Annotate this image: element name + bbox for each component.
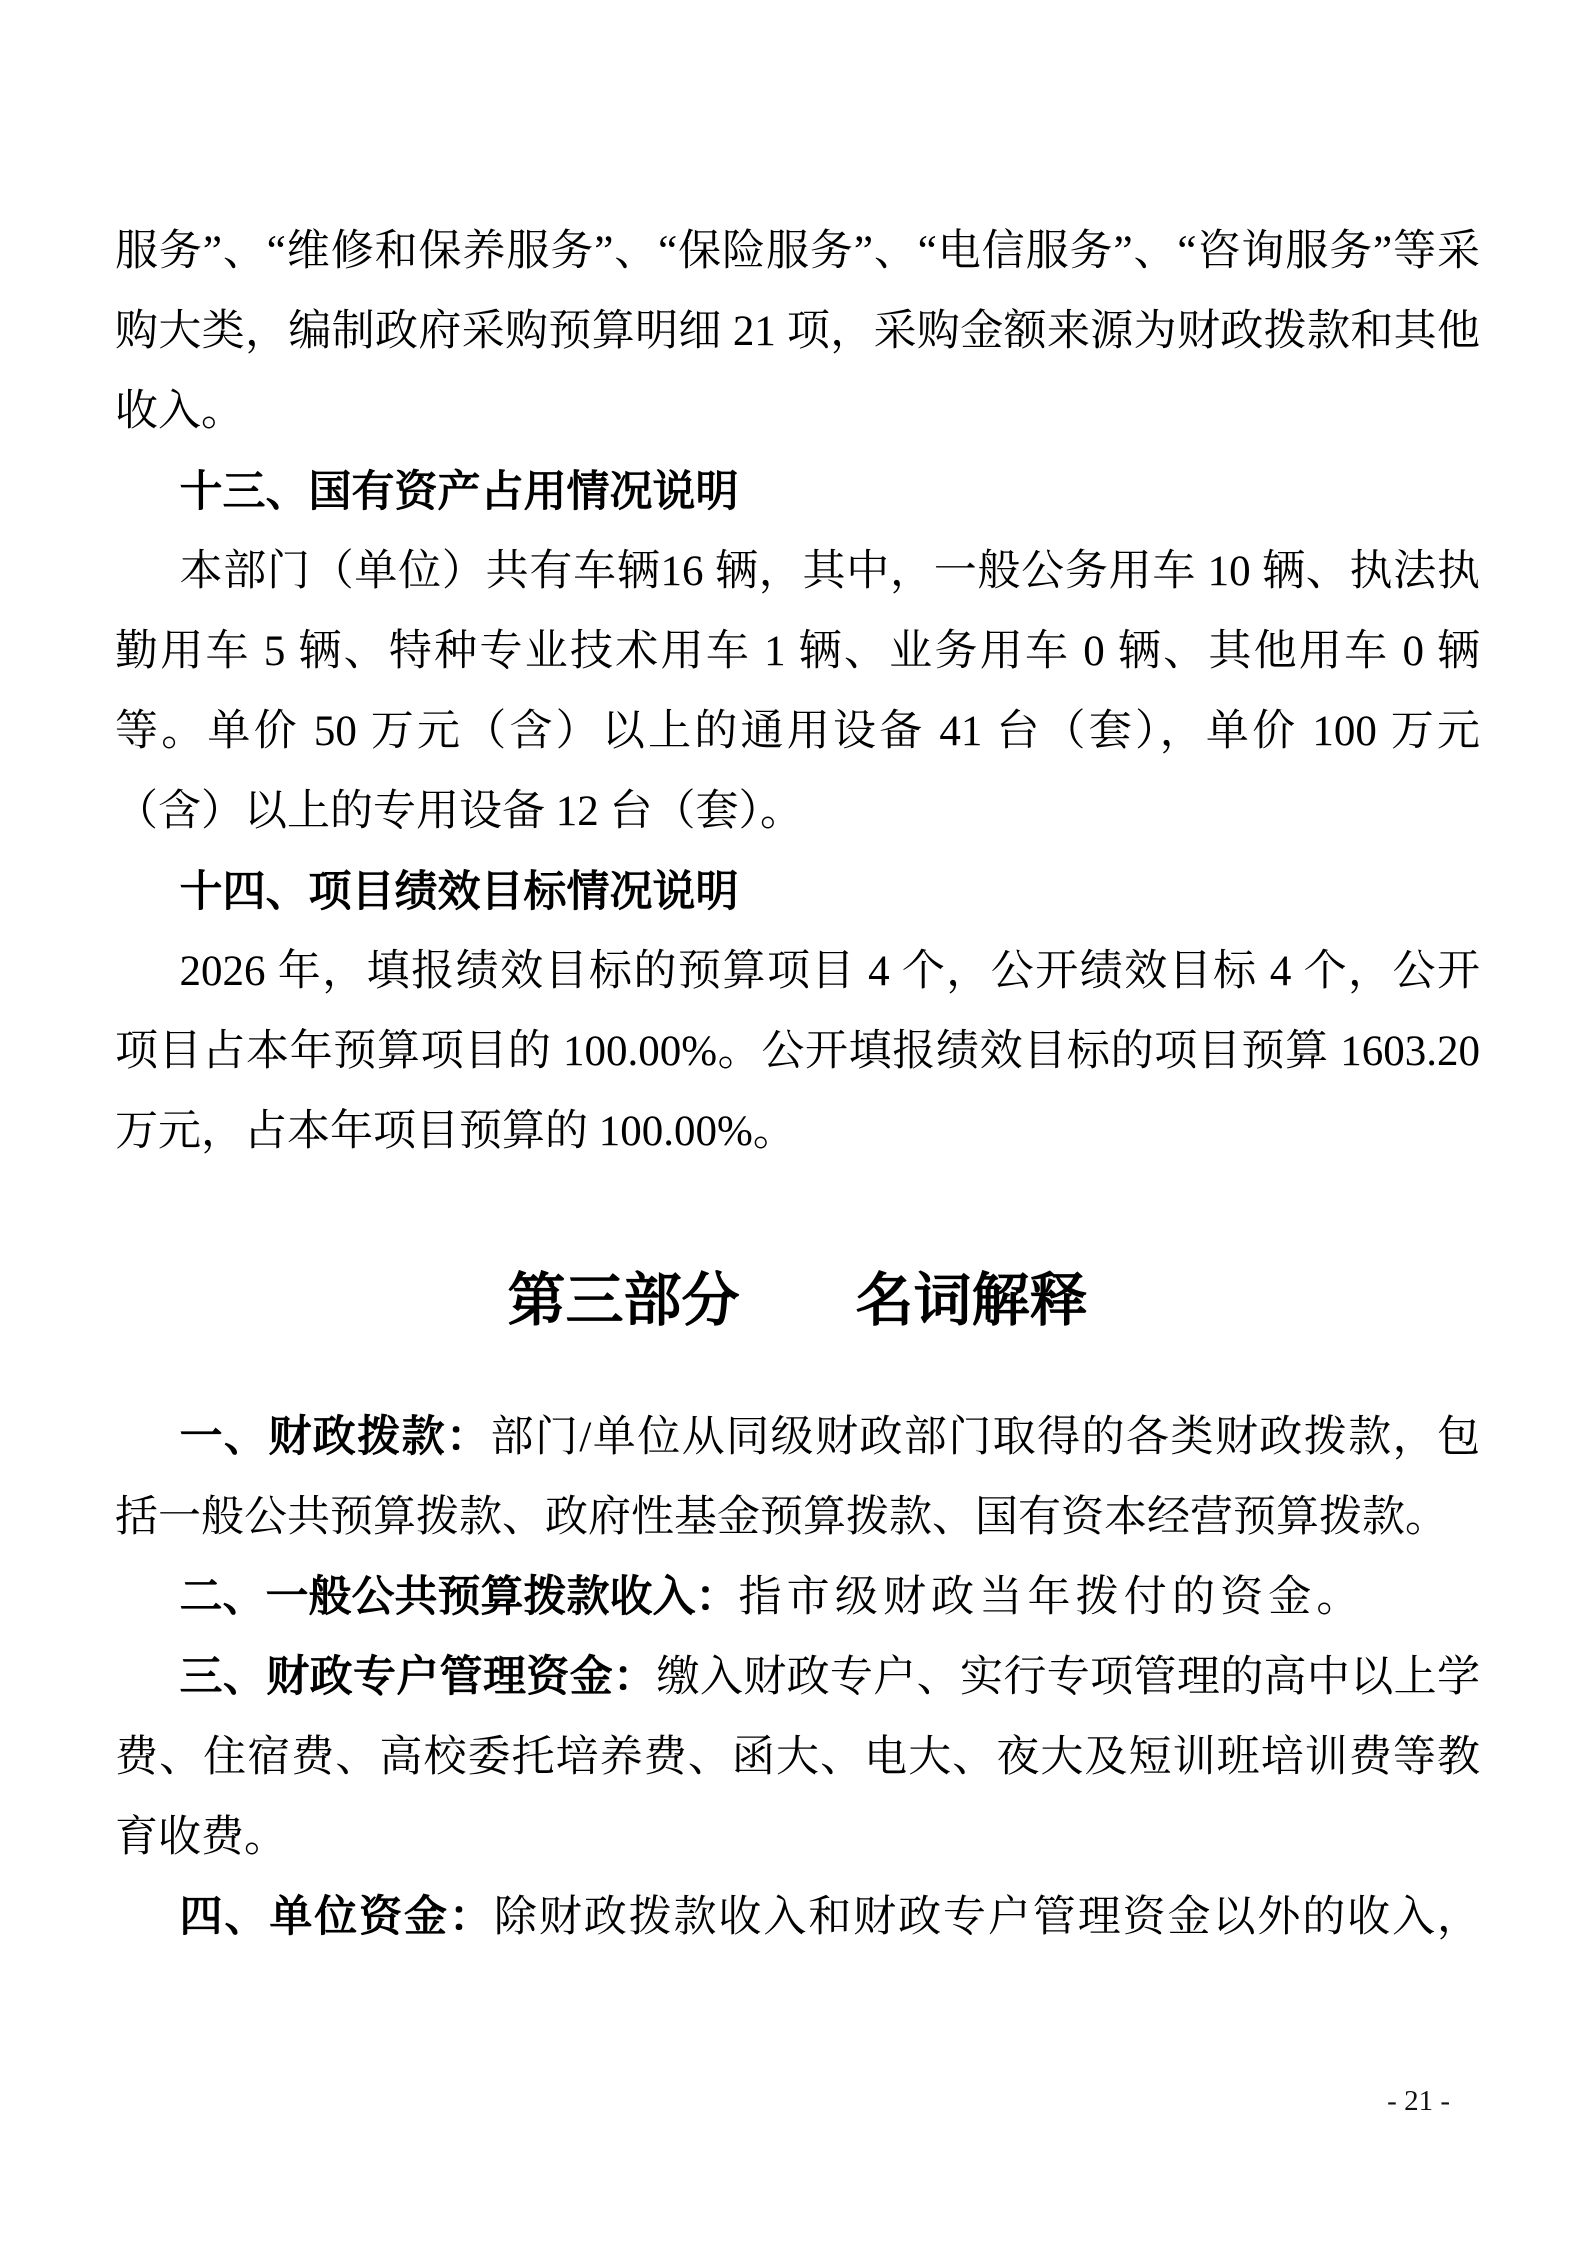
term-general-public-budget-income-text: 指市级财政当年拨付的资金。	[738, 1574, 1365, 1621]
term-fiscal-appropriation	[115, 1398, 1480, 1558]
part3-title-glossary: 第三部分 名词解释	[507, 1268, 1088, 1333]
paragraph-state-assets: 本部门（单位）共有车辆16 辆，其中，一般公务用车 10 辆、执法执勤用车 5 辆、特种专业技术用车 1 辆、业务用车 0 辆、其他用车 0 辆等。单价 50 万元（含）以上的通用设备 41 台（套），单价 100 万元（含）以上的专用设备 12 台（套）。	[115, 548, 1480, 835]
term-unit-funds-text: 除财政拨款收入和财政专户管理资金以外的收入，	[493, 1894, 1480, 1941]
page-number: - 21 -	[1387, 2085, 1450, 2117]
term-special-account-funds	[115, 1638, 1480, 1878]
term-general-public-budget-income-label: 二、一般公共预算拨款收入：	[179, 1574, 739, 1621]
heading-section-13-state-assets: 十三、国有资产占用情况说明	[179, 468, 739, 516]
term-unit-funds-label: 四、单位资金：	[179, 1894, 494, 1941]
paragraph-procurement-continued: 服务”、“维修和保养服务”、“保险服务”、“电信服务”、“咨询服务”等采购大类，编制政府采购预算明细 21 项，采购金额来源为财政拨款和其他收入。	[115, 228, 1480, 435]
term-special-account-funds-text: 缴入财政专户、实行专项管理的高中以上学费、住宿费、高校委托培养费、函大、电大、夜大及短训班培训费等教育收费。	[115, 1654, 1481, 1861]
term-special-account-funds-label: 三、财政专户管理资金：	[179, 1654, 657, 1701]
document-body	[115, 0, 1480, 1958]
term-fiscal-appropriation-label: 一、财政拨款：	[179, 1414, 491, 1461]
term-fiscal-appropriation-text: 部门/单位从同级财政部门取得的各类财政拨款，包括一般公共预算拨款、政府性基金预算拨款、国有资本经营预算拨款。	[115, 1414, 1480, 1541]
term-unit-funds	[115, 1878, 1480, 1958]
term-general-public-budget-income	[115, 1558, 1480, 1638]
heading-section-14-performance-targets: 十四、项目绩效目标情况说明	[179, 868, 739, 916]
paragraph-performance-targets: 2026 年，填报绩效目标的预算项目 4 个，公开绩效目标 4 个，公开项目占本年预算项目的 100.00%。公开填报绩效目标的项目预算 1603.20 万元，占本年项目预算的 100.00%。	[115, 948, 1480, 1155]
